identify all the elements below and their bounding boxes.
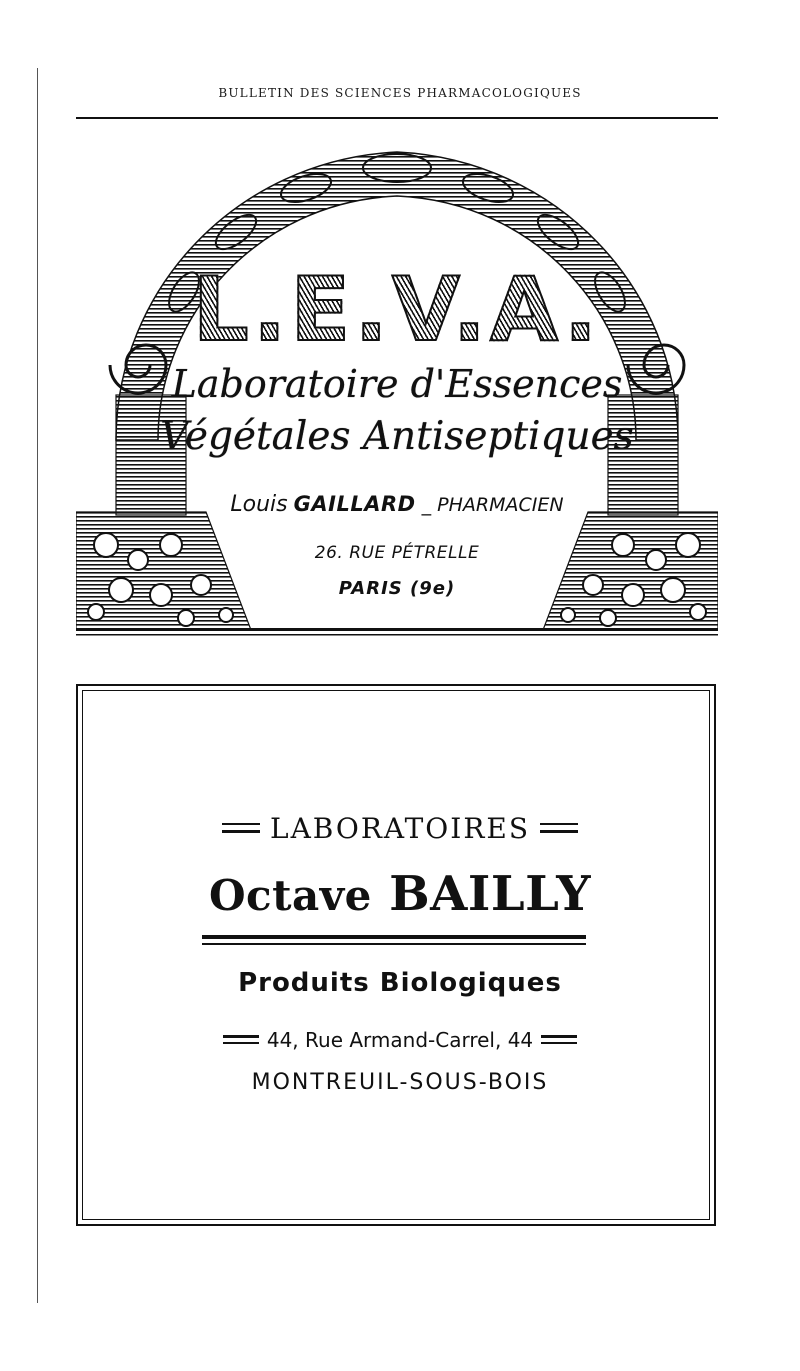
double-dash-ornament xyxy=(541,1035,577,1044)
double-dash-ornament xyxy=(223,1035,259,1044)
running-head: BULLETIN DES SCIENCES PHARMACOLOGIQUES xyxy=(218,86,582,100)
binding-edge-line xyxy=(37,68,38,1303)
pharmacist-last-name: GAILLARD xyxy=(293,492,416,516)
bailly-header-row xyxy=(0,812,800,845)
bailly-last-name: BAILLY xyxy=(389,866,592,922)
bailly-products: Produits Biologiques xyxy=(238,968,562,998)
bailly-first-name: Octave xyxy=(208,871,372,920)
double-dash-ornament xyxy=(222,823,260,833)
bailly-header: LABORATOIRES xyxy=(269,812,531,845)
bailly-address: 44, Rue Armand-Carrel, 44 xyxy=(266,1028,534,1052)
header-rule xyxy=(76,117,718,119)
bailly-thick-rule xyxy=(202,935,586,939)
leva-advertisement xyxy=(76,140,718,640)
double-dash-ornament xyxy=(540,823,578,833)
bailly-ad-inner-frame xyxy=(82,690,710,1220)
leva-pharmacist xyxy=(76,492,718,517)
bailly-name-row xyxy=(0,866,800,922)
leva-tagline-1: Laboratoire d'Essences xyxy=(171,362,623,406)
bailly-city: MONTREUIL-SOUS-BOIS xyxy=(251,1070,549,1095)
leva-city: PARIS (9e) xyxy=(338,578,456,599)
leva-tagline-2: Végétales Antiseptiques xyxy=(160,414,634,459)
leva-address: 26. RUE PÉTRELLE xyxy=(314,543,480,563)
pharmacist-title: _ PHARMACIEN xyxy=(421,494,564,516)
leva-title: L.E.V.A. xyxy=(76,265,718,355)
bailly-thin-rule xyxy=(202,943,586,945)
bailly-address-row xyxy=(0,1028,800,1052)
pharmacist-first-name: Louis xyxy=(230,492,288,517)
